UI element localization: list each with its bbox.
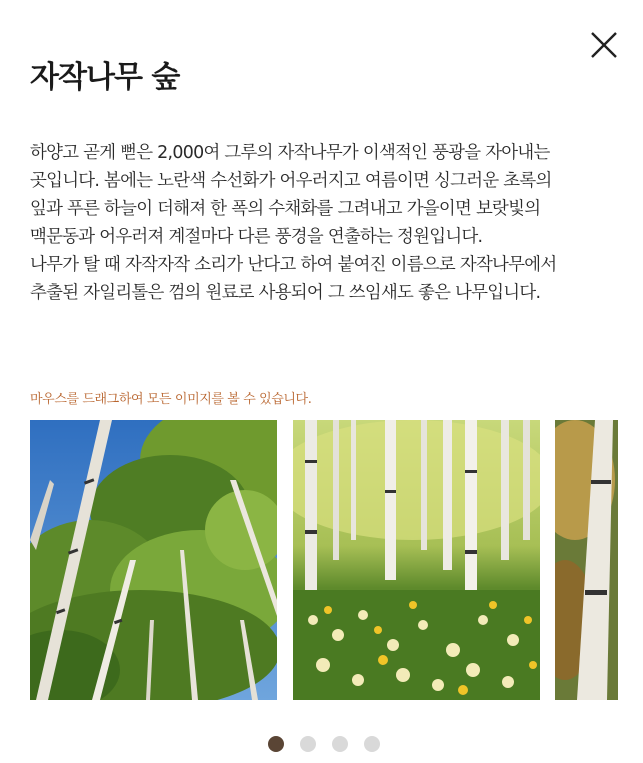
gallery-slide[interactable]: [30, 420, 277, 700]
gallery-pagination: [268, 736, 380, 752]
page-dot-2[interactable]: [300, 736, 316, 752]
page-dot-1[interactable]: [268, 736, 284, 752]
page-dot-3[interactable]: [332, 736, 348, 752]
gallery-hint: 마우스를 드래그하여 모든 이미지를 볼 수 있습니다.: [30, 392, 312, 407]
description-text: 하양고 곧게 뻗은 2,000여 그루의 자작나무가 이색적인 풍광을 자아내는 곳입니다. 봄에는 노란색 수선화가 어우러지고 여름이면 싱그러운 초록의 잎과 푸른 하늘이 더해져 한 폭의 수채화를 그려내고 가을이면 보랏빛의 맥문동과 어우러져 계절마다 다른 풍경을 연출하는 정원입니다. 나무가 탈 때 자작자작 소리가 난다고 하여 붙여진 이름으로 자작나무에서 추출된 자일리톨은 껌의 원료로 사용되어 그 쓰임새도 좋은 나무입니다.: [30, 143, 557, 303]
close-icon: [589, 30, 619, 60]
birch-trunk-image: [555, 420, 618, 700]
image-gallery[interactable]: [30, 420, 618, 700]
birch-sky-image: [30, 420, 277, 700]
birch-daffodil-image: [293, 420, 540, 700]
page-title: 자작나무 숲: [30, 60, 180, 95]
page-dot-4[interactable]: [364, 736, 380, 752]
gallery-slide[interactable]: [293, 420, 540, 700]
close-button[interactable]: [589, 30, 619, 60]
gallery-slide[interactable]: [555, 420, 618, 700]
